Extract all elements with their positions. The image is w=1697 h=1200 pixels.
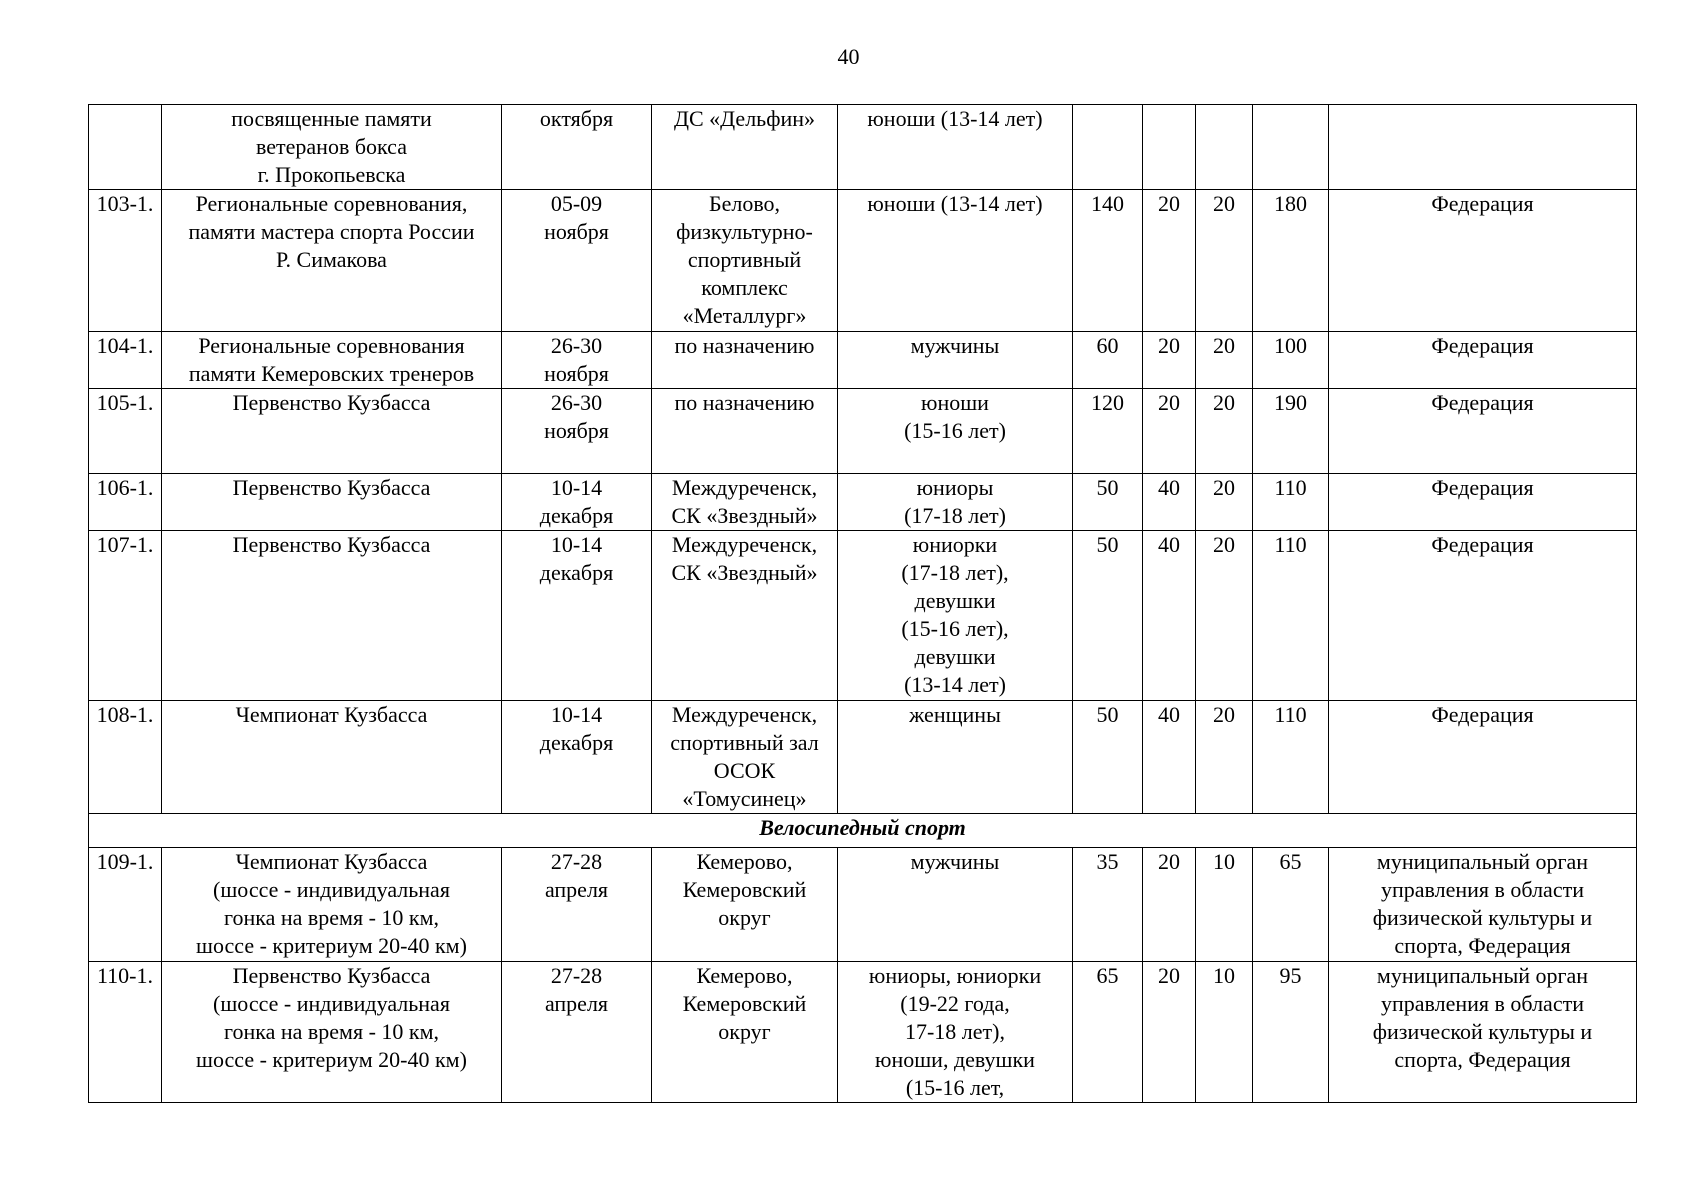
section-title: Велосипедный спорт [89, 814, 1637, 848]
event-name [162, 190, 502, 332]
event-name-line: ветеранов бокса [256, 134, 407, 159]
events-block-2 [89, 848, 1637, 1103]
section-block [89, 814, 1637, 848]
event-place-line: «Томусинец» [682, 786, 807, 811]
event-place [652, 962, 838, 1103]
event-name-line: гонка на время - 10 км, [223, 1019, 440, 1044]
event-date [502, 389, 652, 474]
participants [838, 962, 1073, 1103]
organizer-line: Федерация [1431, 475, 1534, 500]
count-3: 20 [1196, 531, 1253, 701]
participants-line: юниоры [916, 475, 994, 500]
table-row [89, 531, 1637, 701]
event-date-line: 27-28 [550, 963, 603, 988]
event-date [502, 105, 652, 190]
count-2: 20 [1143, 962, 1196, 1103]
event-date-line: 26-30 [550, 390, 603, 415]
organizer-line: Федерация [1431, 333, 1534, 358]
organizer [1329, 389, 1637, 474]
count-1: 50 [1073, 531, 1143, 701]
event-place-line: ДС «Дельфин» [673, 106, 816, 131]
organizer-line: физической культуры и [1372, 905, 1593, 930]
event-date-line: апреля [544, 877, 609, 902]
section-row [89, 814, 1637, 848]
event-date-line: декабря [539, 503, 614, 528]
row-number: 110-1. [89, 962, 162, 1103]
participants-line: женщины [909, 702, 1001, 727]
organizer-line: муниципальный орган [1376, 963, 1589, 988]
events-table [88, 104, 1637, 1103]
event-name-line: (шоссе - индивидуальная [213, 991, 450, 1016]
participants-line: девушки [914, 588, 996, 613]
table-row [89, 962, 1637, 1103]
event-place-line: спортивный зал [670, 730, 819, 755]
event-date [502, 531, 652, 701]
organizer-line: Федерация [1431, 191, 1534, 216]
total-count: 110 [1253, 701, 1329, 814]
page-number: 40 [837, 44, 860, 69]
row-number: 107-1. [89, 531, 162, 701]
event-name-line: Первенство Кузбасса [232, 390, 431, 415]
event-name-line: Чемпионат Кузбасса [235, 702, 428, 727]
event-date [502, 332, 652, 389]
participants [838, 848, 1073, 962]
event-date-line: ноября [544, 418, 609, 443]
organizer-line: управления в области [1381, 877, 1584, 902]
participants [838, 701, 1073, 814]
count-2: 20 [1143, 190, 1196, 332]
event-name-line: шоссе - критериум 20-40 км) [196, 1047, 467, 1072]
count-1: 50 [1073, 474, 1143, 531]
organizer-line: спорта, Федерация [1394, 1047, 1571, 1072]
organizer-line: Федерация [1431, 390, 1534, 415]
participants-line: (19-22 года, [900, 991, 1010, 1016]
organizer-line: управления в области [1381, 991, 1584, 1016]
organizer [1329, 962, 1637, 1103]
event-name-line: (шоссе - индивидуальная [213, 877, 450, 902]
event-place-line: округ [718, 905, 771, 930]
row-number: 103-1. [89, 190, 162, 332]
event-place-line: по назначению [674, 390, 815, 415]
event-name-line: гонка на время - 10 км, [223, 905, 440, 930]
event-date [502, 701, 652, 814]
event-place-line: Кемеровский [682, 877, 807, 902]
participants-line: юноши [921, 390, 989, 415]
event-name [162, 531, 502, 701]
participants-line: (15-16 лет) [904, 418, 1006, 443]
count-3: 20 [1196, 190, 1253, 332]
event-place-line: Междуреченск, [671, 532, 818, 557]
event-place [652, 531, 838, 701]
event-date [502, 962, 652, 1103]
event-place [652, 701, 838, 814]
row-number: 108-1. [89, 701, 162, 814]
event-place [652, 389, 838, 474]
count-3: 20 [1196, 389, 1253, 474]
row-number: 104-1. [89, 332, 162, 389]
event-name [162, 848, 502, 962]
event-name [162, 474, 502, 531]
participants-line: девушки [914, 644, 996, 669]
event-name-line: шоссе - критериум 20-40 км) [196, 933, 467, 958]
event-name [162, 962, 502, 1103]
event-name-line: г. Прокопьевска [257, 162, 406, 187]
event-name-line: Чемпионат Кузбасса [235, 849, 428, 874]
row-number: 109-1. [89, 848, 162, 962]
count-2: 20 [1143, 332, 1196, 389]
event-date [502, 474, 652, 531]
participants-line: юноши (13-14 лет) [867, 191, 1043, 216]
event-place [652, 848, 838, 962]
event-date-line: 26-30 [550, 333, 603, 358]
total-count: 110 [1253, 474, 1329, 531]
organizer [1329, 848, 1637, 962]
participants [838, 190, 1073, 332]
total-count: 190 [1253, 389, 1329, 474]
organizer [1329, 190, 1637, 332]
event-date-line: декабря [539, 730, 614, 755]
count-3: 20 [1196, 474, 1253, 531]
event-place-line: СК «Звездный» [671, 560, 818, 585]
event-name [162, 701, 502, 814]
event-name-line: Региональные соревнования, [195, 191, 468, 216]
event-name-line: памяти Кемеровских тренеров [188, 361, 475, 386]
organizer-line: муниципальный орган [1376, 849, 1589, 874]
organizer [1329, 701, 1637, 814]
event-date-line: ноября [544, 219, 609, 244]
organizer-line: спорта, Федерация [1394, 933, 1571, 958]
count-3: 10 [1196, 848, 1253, 962]
event-place-line: Белово, [708, 191, 781, 216]
event-name-line: Первенство Кузбасса [232, 475, 431, 500]
count-2 [1143, 105, 1196, 190]
event-date-line: декабря [539, 560, 614, 585]
participants-line: (17-18 лет), [901, 560, 1009, 585]
event-name-line: посвященные памяти [231, 106, 432, 131]
participants [838, 389, 1073, 474]
organizer [1329, 105, 1637, 190]
count-2: 40 [1143, 701, 1196, 814]
event-date-line: 10-14 [550, 532, 603, 557]
participants [838, 105, 1073, 190]
event-place [652, 332, 838, 389]
event-place-line: ОСОК [713, 758, 776, 783]
participants-line: мужчины [910, 849, 1000, 874]
total-count [1253, 105, 1329, 190]
event-name [162, 389, 502, 474]
count-2: 40 [1143, 531, 1196, 701]
table-row [89, 105, 1637, 190]
event-place-line: Междуреченск, [671, 475, 818, 500]
participants-line: (15-16 лет), [901, 616, 1009, 641]
event-name [162, 332, 502, 389]
table-row [89, 389, 1637, 474]
count-1: 35 [1073, 848, 1143, 962]
participants-line: (13-14 лет) [904, 672, 1006, 697]
event-place-line: спортивный [687, 247, 802, 272]
count-1: 140 [1073, 190, 1143, 332]
event-date-line: апреля [544, 991, 609, 1016]
count-3: 20 [1196, 701, 1253, 814]
organizer [1329, 474, 1637, 531]
row-number: 105-1. [89, 389, 162, 474]
events-block-1 [89, 105, 1637, 814]
event-name-line: Первенство Кузбасса [232, 963, 431, 988]
participants-line: юниорки [912, 532, 998, 557]
participants [838, 531, 1073, 701]
event-place-line: СК «Звездный» [671, 503, 818, 528]
organizer-line: Федерация [1431, 532, 1534, 557]
event-place-line: «Металлург» [682, 303, 807, 328]
event-name-line: памяти мастера спорта России [188, 219, 475, 244]
table-row [89, 848, 1637, 962]
table-row [89, 332, 1637, 389]
organizer-line: Федерация [1431, 702, 1534, 727]
table-row [89, 701, 1637, 814]
event-date [502, 848, 652, 962]
event-date-line: октября [539, 106, 614, 131]
event-place-line: физкультурно- [676, 219, 813, 244]
event-name [162, 105, 502, 190]
event-place-line: округ [718, 1019, 771, 1044]
event-place [652, 474, 838, 531]
table-row [89, 474, 1637, 531]
event-date-line: 05-09 [550, 191, 603, 216]
count-1: 65 [1073, 962, 1143, 1103]
participants-line: 17-18 лет), [904, 1019, 1005, 1044]
count-2: 20 [1143, 848, 1196, 962]
event-place-line: Кемерово, [696, 963, 793, 988]
event-name-line: Р. Симакова [276, 247, 387, 272]
total-count: 95 [1253, 962, 1329, 1103]
table-row [89, 190, 1637, 332]
participants-line: юноши (13-14 лет) [867, 106, 1043, 131]
event-place [652, 105, 838, 190]
count-3: 10 [1196, 962, 1253, 1103]
event-place-line: по назначению [674, 333, 815, 358]
participants [838, 332, 1073, 389]
event-date-line: ноября [544, 361, 609, 386]
total-count: 65 [1253, 848, 1329, 962]
event-place-line: Кемеровский [682, 991, 807, 1016]
event-date-line: 10-14 [550, 475, 603, 500]
total-count: 110 [1253, 531, 1329, 701]
organizer-line: физической культуры и [1372, 1019, 1593, 1044]
participants-line: (17-18 лет) [904, 503, 1006, 528]
event-date [502, 190, 652, 332]
total-count: 100 [1253, 332, 1329, 389]
row-number [89, 105, 162, 190]
event-place [652, 190, 838, 332]
total-count: 180 [1253, 190, 1329, 332]
participants-line: (15-16 лет, [905, 1075, 1005, 1100]
event-place-line: Междуреченск, [671, 702, 818, 727]
row-number: 106-1. [89, 474, 162, 531]
organizer [1329, 531, 1637, 701]
event-date-line: 10-14 [550, 702, 603, 727]
event-name-line: Региональные соревнования [198, 333, 465, 358]
count-1: 60 [1073, 332, 1143, 389]
count-3 [1196, 105, 1253, 190]
event-date-line: 27-28 [550, 849, 603, 874]
participants-line: мужчины [910, 333, 1000, 358]
participants-line: юниоры, юниорки [868, 963, 1042, 988]
event-place-line: комплекс [701, 275, 788, 300]
participants-line: юноши, девушки [875, 1047, 1035, 1072]
count-1 [1073, 105, 1143, 190]
count-1: 120 [1073, 389, 1143, 474]
count-3: 20 [1196, 332, 1253, 389]
organizer [1329, 332, 1637, 389]
participants [838, 474, 1073, 531]
count-2: 40 [1143, 474, 1196, 531]
event-name-line: Первенство Кузбасса [232, 532, 431, 557]
event-place-line: Кемерово, [696, 849, 793, 874]
count-1: 50 [1073, 701, 1143, 814]
count-2: 20 [1143, 389, 1196, 474]
